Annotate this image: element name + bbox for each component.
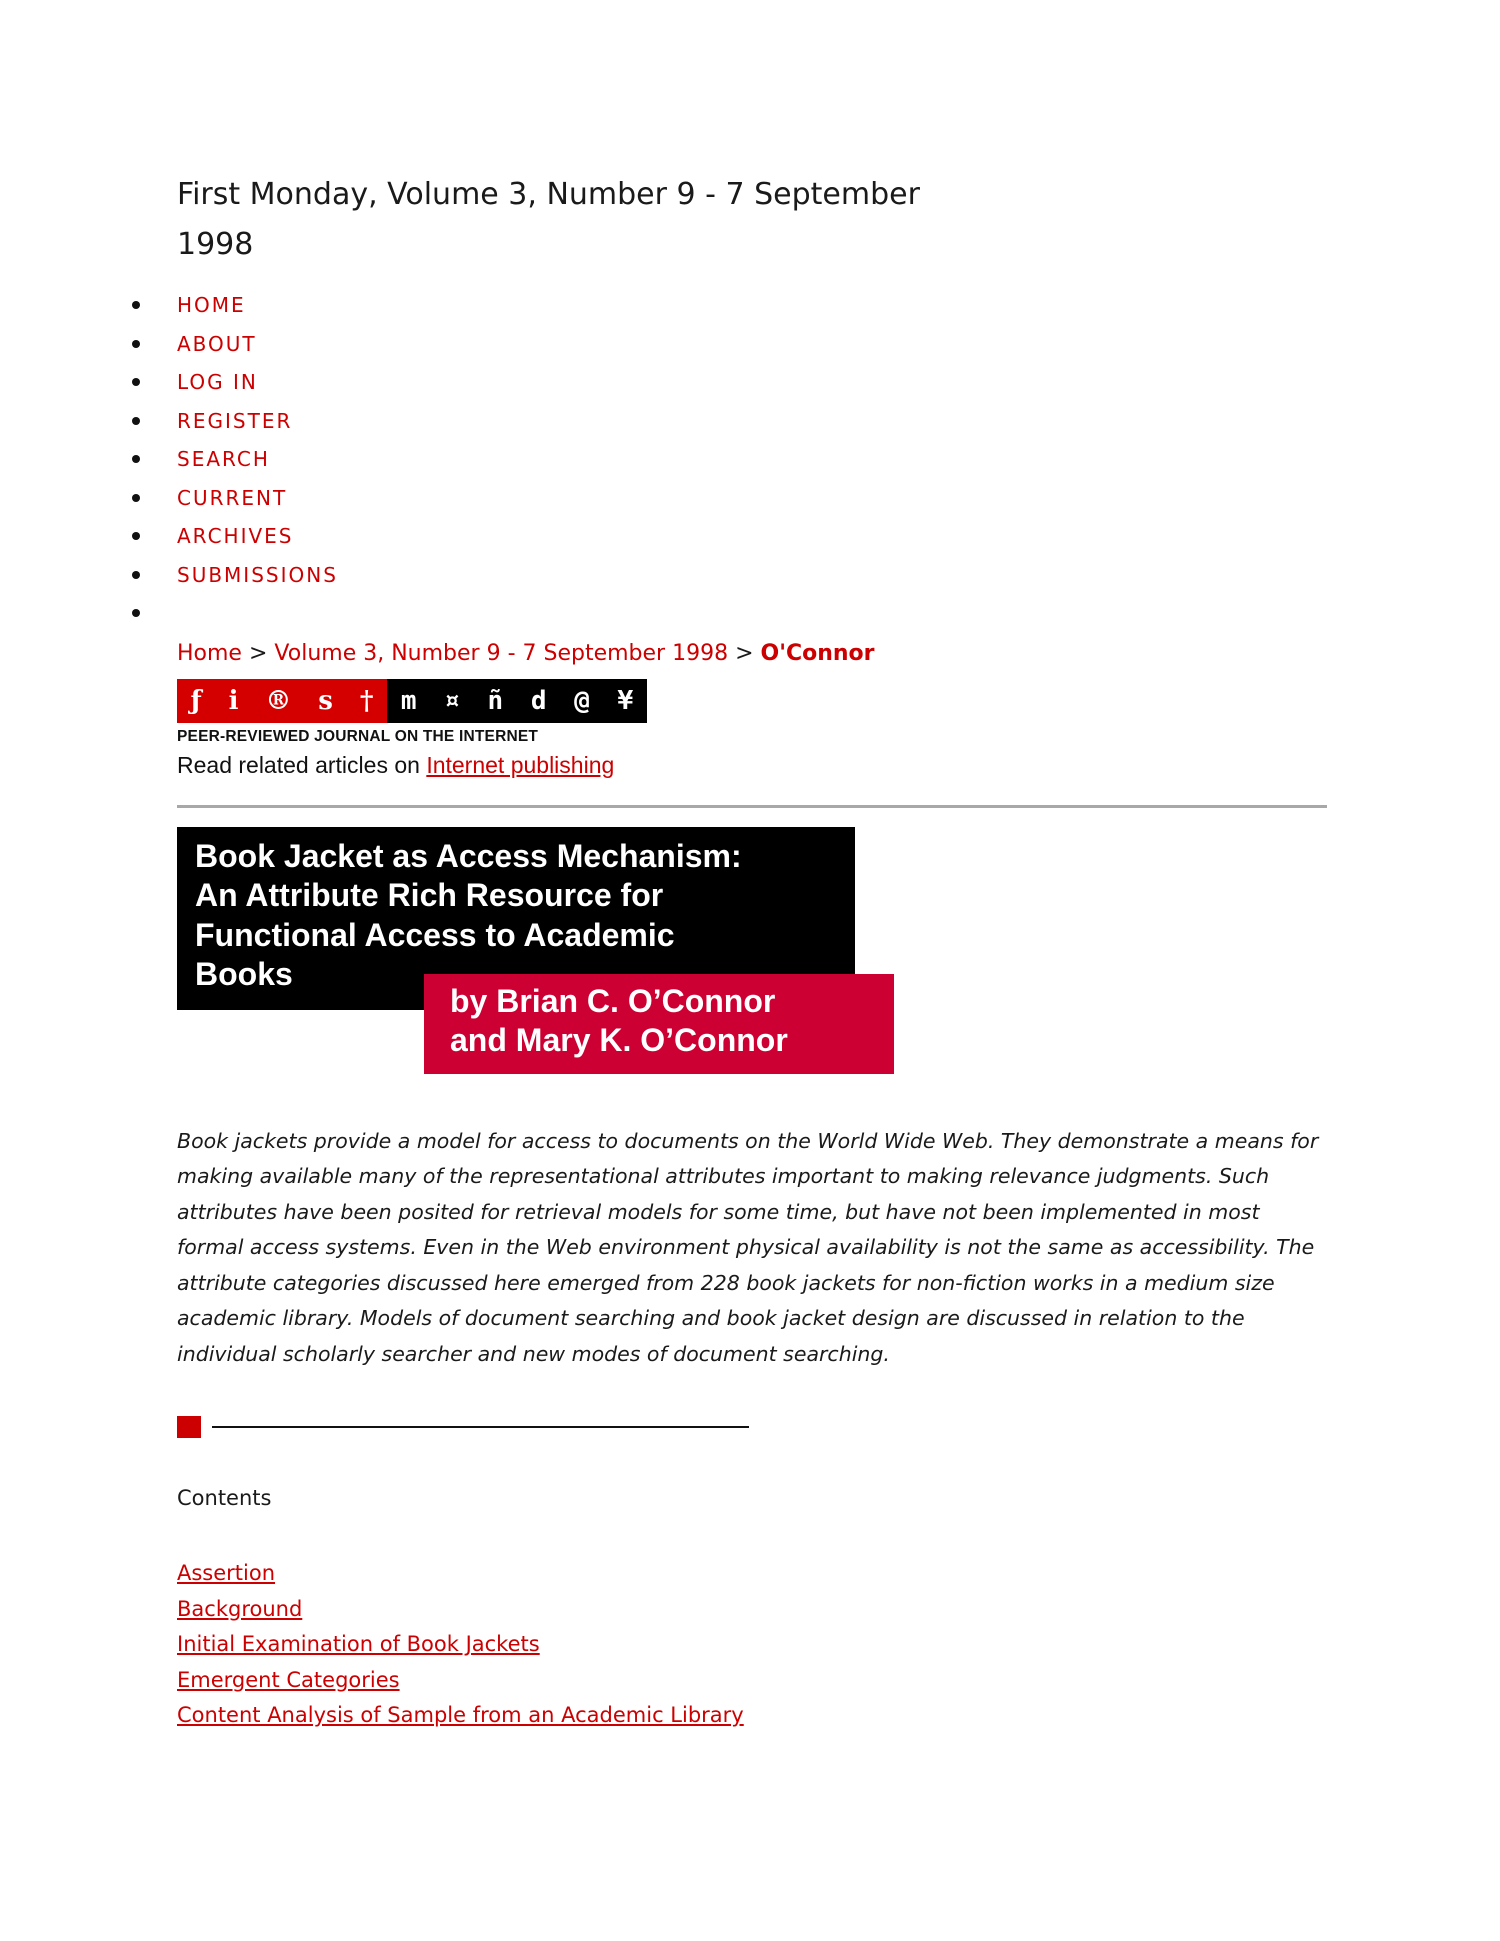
- nav-item-empty: [177, 594, 1337, 633]
- logo-glyph: m: [400, 685, 417, 716]
- logo-black-block: [387, 679, 647, 723]
- bullet-icon: [132, 494, 140, 502]
- breadcrumb-separator: >: [248, 640, 268, 666]
- toc-item: [177, 1698, 1337, 1734]
- logo-glyph: ƒ: [190, 685, 202, 716]
- toc-link-content-analysis[interactable]: Content Analysis of Sample from an Academic Library: [177, 1703, 744, 1727]
- toc-link-background[interactable]: Background: [177, 1596, 303, 1621]
- bullet-icon: [132, 455, 140, 463]
- nav-link-home[interactable]: HOME: [177, 293, 246, 317]
- page-content: [177, 170, 1337, 1734]
- nav-item-login: [177, 363, 1337, 402]
- bullet-icon: [132, 532, 140, 540]
- article-authors: [424, 974, 894, 1074]
- breadcrumb: [177, 639, 1337, 669]
- breadcrumb-current: O'Connor: [760, 640, 875, 666]
- logo-glyph: i: [228, 685, 239, 716]
- nav-link-register[interactable]: REGISTER: [177, 408, 293, 433]
- logo-glyph: ¤: [444, 685, 460, 716]
- article-title-line: Book Jacket as Access Mechanism:: [195, 837, 742, 874]
- toc-link-emergent-categories[interactable]: Emergent Categories: [177, 1667, 400, 1692]
- nav-item-home: [177, 286, 1337, 325]
- nav-item-submissions: [177, 556, 1337, 595]
- section-divider: [177, 1416, 1337, 1438]
- nav-link-submissions[interactable]: SUBMISSIONS: [177, 562, 338, 587]
- toc-link-assertion[interactable]: Assertion: [177, 1561, 276, 1585]
- horizontal-rule: [177, 805, 1327, 808]
- nav-link-search[interactable]: SEARCH: [177, 447, 270, 471]
- article-author-line: and Mary K. O’Connor: [450, 1022, 788, 1058]
- breadcrumb-separator: >: [735, 640, 754, 666]
- article-title-line: Books: [195, 956, 293, 992]
- table-of-contents: [177, 1556, 1337, 1734]
- article-abstract: Book jackets provide a model for access to documents on the World Wide Web. They demonstrate a means for making available many of the representational attributes important to making relevance judgments. Such attributes have been posited for retrieval models for some time, but have not been implemented in most formal access systems. Even in the Web environment physical availability is not the same as accessibility. The attribute categories discussed here emerged from 228 book jackets for non-fiction works in a medium size academic library. Models of document searching and book jacket design are discussed in relation to the individual scholarly searcher and new modes of document searching.: [177, 1128, 1319, 1366]
- article-title-line: Functional Access to Academic: [195, 916, 675, 953]
- bullet-icon: [132, 571, 140, 579]
- red-square-icon: [177, 1416, 201, 1438]
- logo-glyph: ñ: [487, 685, 504, 716]
- toc-link-initial-examination[interactable]: Initial Examination of Book Jackets: [177, 1632, 540, 1656]
- logo-glyph: ¥: [617, 685, 634, 716]
- article-banner: [177, 827, 897, 1077]
- nav-link-current[interactable]: CURRENT: [177, 485, 288, 510]
- first-monday-logo: [177, 679, 647, 746]
- toc-item: [177, 1627, 1337, 1663]
- contents-heading: Contents: [177, 1486, 272, 1510]
- nav-item-search: [177, 440, 1337, 479]
- bullet-icon: [132, 417, 140, 425]
- breadcrumb-home-link[interactable]: Home: [177, 640, 242, 666]
- logo-glyph: d: [530, 685, 547, 716]
- nav-item-current: [177, 479, 1337, 518]
- related-articles: [177, 752, 1337, 779]
- bullet-icon: [132, 609, 140, 617]
- related-topic-link[interactable]: Internet publishing: [426, 751, 615, 778]
- logo-glyph: s: [318, 685, 333, 716]
- article-author-line: by Brian C. O’Connor: [450, 982, 776, 1019]
- article-title-line: An Attribute Rich Resource for: [195, 877, 664, 913]
- logo-band: [177, 679, 647, 723]
- breadcrumb-issue-link[interactable]: Volume 3, Number 9 - 7 September 1998: [274, 640, 729, 666]
- bullet-icon: [132, 301, 140, 309]
- nav-item-archives: [177, 517, 1337, 556]
- nav-link-archives[interactable]: ARCHIVES: [177, 524, 294, 548]
- logo-tagline: PEER-REVIEWED JOURNAL ON THE INTERNET: [177, 727, 539, 745]
- toc-item: [177, 1556, 1337, 1592]
- bullet-icon: [132, 378, 140, 386]
- logo-red-block: [177, 679, 387, 723]
- nav-menu: [177, 286, 1337, 633]
- related-prefix: Read related articles on: [177, 751, 420, 778]
- logo-glyph: †: [359, 685, 374, 716]
- toc-item: [177, 1592, 1337, 1628]
- toc-item: [177, 1663, 1337, 1699]
- nav-item-register: [177, 402, 1337, 441]
- logo-glyph: @: [574, 685, 590, 716]
- bullet-icon: [132, 340, 140, 348]
- nav-item-about: [177, 325, 1337, 364]
- nav-link-about[interactable]: ABOUT: [177, 331, 257, 356]
- logo-glyph: ®: [265, 685, 292, 716]
- divider-line: [212, 1426, 749, 1428]
- journal-title: First Monday, Volume 3, Number 9 - 7 September 1998: [177, 177, 920, 262]
- nav-link-login[interactable]: LOG IN: [177, 370, 258, 394]
